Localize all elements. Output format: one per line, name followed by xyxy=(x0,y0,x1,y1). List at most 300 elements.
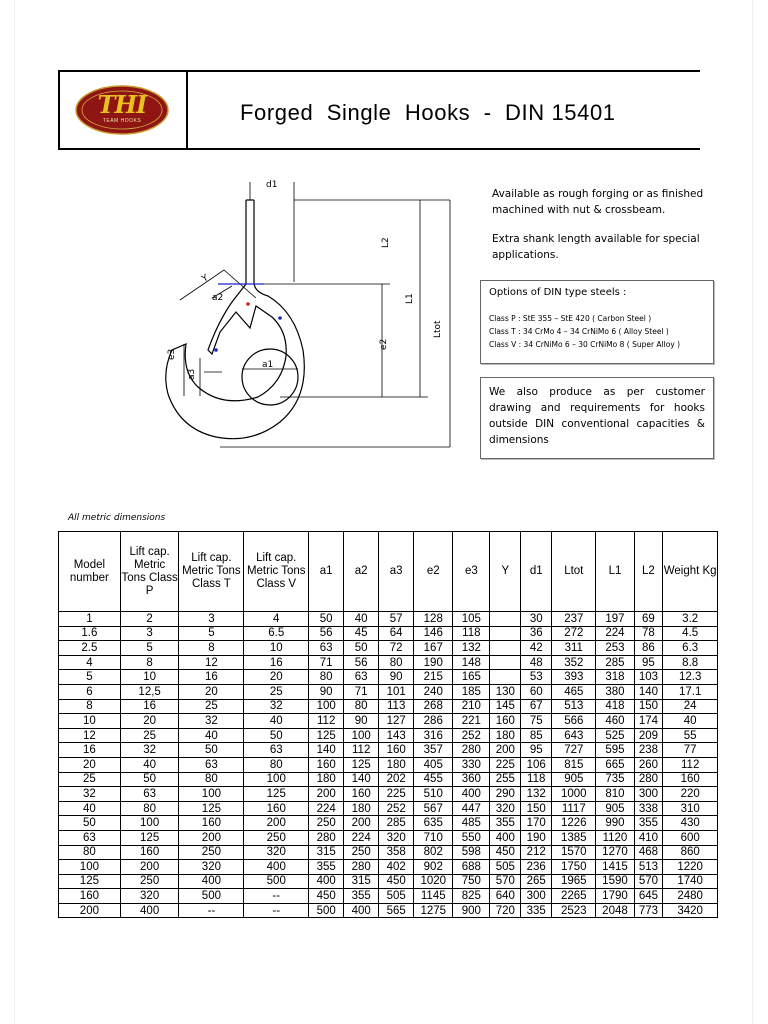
table-row xyxy=(59,889,718,904)
table-cell: 513 xyxy=(552,699,596,714)
table-cell: 4.5 xyxy=(663,626,718,641)
table-cell: 643 xyxy=(552,728,596,743)
column-header: L1 xyxy=(596,532,634,612)
table-row xyxy=(59,626,718,641)
table-cell: 510 xyxy=(414,787,453,802)
table-cell: 330 xyxy=(453,757,490,772)
table-cell: 45 xyxy=(344,626,379,641)
table-cell: 140 xyxy=(344,772,379,787)
table-cell: 1415 xyxy=(596,860,634,875)
table-cell: 320 xyxy=(244,845,309,860)
custom-production-text: We also produce as per customer drawing and requirements for hooks outside DIN conventional capacities & dimensions xyxy=(489,386,705,446)
table-cell: 6.3 xyxy=(663,641,718,656)
table-cell: 20 xyxy=(179,684,244,699)
table-cell: 500 xyxy=(179,889,244,904)
table-cell: 146 xyxy=(414,626,453,641)
table-cell: 112 xyxy=(309,714,344,729)
table-row xyxy=(59,714,718,729)
table-cell: 160 xyxy=(490,714,521,729)
table-cell: 450 xyxy=(379,874,414,889)
table-cell: 5 xyxy=(179,626,244,641)
label-a3: a3 xyxy=(187,368,197,380)
table-cell: 380 xyxy=(596,684,634,699)
table-cell: 128 xyxy=(414,612,453,627)
table-cell: 688 xyxy=(453,860,490,875)
table-cell: 57 xyxy=(379,612,414,627)
company-logo xyxy=(74,84,170,136)
table-cell: 513 xyxy=(634,860,663,875)
header-top-rule xyxy=(58,70,700,72)
table-cell: 50 xyxy=(59,816,121,831)
table-row xyxy=(59,874,718,889)
table-cell: 1020 xyxy=(414,874,453,889)
table-cell: 50 xyxy=(344,641,379,656)
table-cell: 550 xyxy=(453,830,490,845)
table-cell: 25 xyxy=(120,728,179,743)
table-cell: -- xyxy=(244,903,309,918)
table-cell: 355 xyxy=(344,889,379,904)
table-cell: 20 xyxy=(59,757,121,772)
label-a1: a1 xyxy=(262,360,274,370)
logo-text: THI xyxy=(97,90,147,119)
table-cell: 100 xyxy=(59,860,121,875)
table-cell: 320 xyxy=(490,801,521,816)
table-cell: 450 xyxy=(309,889,344,904)
table-cell: 2523 xyxy=(552,903,596,918)
table-cell: 55 xyxy=(663,728,718,743)
table-row xyxy=(59,743,718,758)
table-cell: 905 xyxy=(596,801,634,816)
table-cell: 450 xyxy=(490,845,521,860)
table-cell: 180 xyxy=(379,757,414,772)
table-cell: 430 xyxy=(663,816,718,831)
table-cell: 1117 xyxy=(552,801,596,816)
table-cell: 1275 xyxy=(414,903,453,918)
table-cell: 50 xyxy=(120,772,179,787)
page-edge-left xyxy=(14,0,15,1024)
table-cell: 290 xyxy=(490,787,521,802)
table-cell: 200 xyxy=(59,903,121,918)
table-cell: 505 xyxy=(490,860,521,875)
table-cell: 802 xyxy=(414,845,453,860)
table-cell: 63 xyxy=(120,787,179,802)
table-cell: 190 xyxy=(521,830,552,845)
table-cell: 1 xyxy=(59,612,121,627)
label-Ltot: Ltot xyxy=(433,320,443,338)
table-cell: 405 xyxy=(414,757,453,772)
column-header: a3 xyxy=(379,532,414,612)
table-cell: 32 xyxy=(59,787,121,802)
table-cell: 402 xyxy=(379,860,414,875)
table-cell: 4 xyxy=(59,655,121,670)
table-cell: 1226 xyxy=(552,816,596,831)
table-cell: 10 xyxy=(120,670,179,685)
table-cell: 905 xyxy=(552,772,596,787)
table-cell: 252 xyxy=(379,801,414,816)
table-cell: 252 xyxy=(453,728,490,743)
table-cell: 72 xyxy=(379,641,414,656)
table-cell: 455 xyxy=(414,772,453,787)
table-cell: 197 xyxy=(596,612,634,627)
table-cell: 150 xyxy=(634,699,663,714)
table-cell: 710 xyxy=(414,830,453,845)
table-cell: 237 xyxy=(552,612,596,627)
table-cell: 570 xyxy=(490,874,521,889)
table-cell: 50 xyxy=(244,728,309,743)
steel-class-t: Class T : 34 CrMo 4 – 34 CrNiMo 6 ( Alloy Steel ) xyxy=(489,327,669,336)
table-cell: 3 xyxy=(120,626,179,641)
table-cell: -- xyxy=(179,903,244,918)
column-header: L2 xyxy=(634,532,663,612)
table-cell: 63 xyxy=(344,670,379,685)
table-cell: 105 xyxy=(453,612,490,627)
table-cell: 20 xyxy=(120,714,179,729)
table-cell: 315 xyxy=(309,845,344,860)
table-cell: 101 xyxy=(379,684,414,699)
table-cell: 220 xyxy=(663,787,718,802)
metric-dimensions-note: All metric dimensions xyxy=(68,513,166,523)
column-header: Weight Kg xyxy=(663,532,718,612)
table-cell: 80 xyxy=(244,757,309,772)
table-cell: 1740 xyxy=(663,874,718,889)
table-cell: 100 xyxy=(344,728,379,743)
page-title: Forged Single Hooks - DIN 15401 xyxy=(240,100,616,125)
table-cell: 357 xyxy=(414,743,453,758)
table-cell: 90 xyxy=(344,714,379,729)
table-cell: 400 xyxy=(244,860,309,875)
table-cell: 320 xyxy=(179,860,244,875)
table-cell: 400 xyxy=(309,874,344,889)
table-cell: 95 xyxy=(634,655,663,670)
table-cell: 400 xyxy=(179,874,244,889)
column-header: a2 xyxy=(344,532,379,612)
table-cell: 400 xyxy=(453,787,490,802)
table-cell: 900 xyxy=(453,903,490,918)
table-cell: 160 xyxy=(379,743,414,758)
table-cell: 2048 xyxy=(596,903,634,918)
table-cell: 77 xyxy=(663,743,718,758)
table-cell: 30 xyxy=(521,612,552,627)
table-cell: 1145 xyxy=(414,889,453,904)
table-cell: 250 xyxy=(309,816,344,831)
table-cell: 400 xyxy=(490,830,521,845)
table-cell: 358 xyxy=(379,845,414,860)
label-e2: e2 xyxy=(379,338,389,350)
table-cell: 118 xyxy=(453,626,490,641)
table-cell: 1750 xyxy=(552,860,596,875)
table-cell: 1385 xyxy=(552,830,596,845)
table-cell: 80 xyxy=(379,655,414,670)
table-cell: 1570 xyxy=(552,845,596,860)
steel-options-heading: Options of DIN type steels : xyxy=(489,287,627,298)
table-cell: 750 xyxy=(453,874,490,889)
table-cell: 598 xyxy=(453,845,490,860)
table-cell: 238 xyxy=(634,743,663,758)
table-cell: 32 xyxy=(244,699,309,714)
table-cell: 125 xyxy=(309,728,344,743)
table-cell: 2265 xyxy=(552,889,596,904)
table-cell: 40 xyxy=(59,801,121,816)
table-cell: 393 xyxy=(552,670,596,685)
table-cell: 160 xyxy=(309,757,344,772)
column-header: Lift cap. Metric Tons Class V xyxy=(244,532,309,612)
table-cell: 265 xyxy=(521,874,552,889)
table-cell: 212 xyxy=(521,845,552,860)
table-cell: 25 xyxy=(244,684,309,699)
table-cell: 40 xyxy=(120,757,179,772)
table-cell: 90 xyxy=(379,670,414,685)
table-cell: 465 xyxy=(552,684,596,699)
table-cell: 12 xyxy=(179,655,244,670)
info-forging-text: Available as rough forging or as finished machined with nut & crossbeam. xyxy=(492,188,704,216)
table-cell xyxy=(490,612,521,627)
table-cell: 10 xyxy=(59,714,121,729)
table-cell: 174 xyxy=(634,714,663,729)
table-cell: 224 xyxy=(596,626,634,641)
table-cell: 8 xyxy=(179,641,244,656)
table-cell: 50 xyxy=(179,743,244,758)
table-cell: 335 xyxy=(521,903,552,918)
table-cell: 210 xyxy=(453,699,490,714)
table-cell: 280 xyxy=(309,830,344,845)
table-cell: 1000 xyxy=(552,787,596,802)
table-cell: 80 xyxy=(344,699,379,714)
table-cell: 990 xyxy=(596,816,634,831)
table-cell: 40 xyxy=(663,714,718,729)
table-cell: 180 xyxy=(309,772,344,787)
table-cell: 132 xyxy=(453,641,490,656)
table-cell: 80 xyxy=(309,670,344,685)
column-header: a1 xyxy=(309,532,344,612)
table-cell: 600 xyxy=(663,830,718,845)
table-cell: 2.5 xyxy=(59,641,121,656)
table-cell: 225 xyxy=(379,787,414,802)
table-cell: 80 xyxy=(59,845,121,860)
table-cell: 24 xyxy=(663,699,718,714)
table-cell: 16 xyxy=(244,655,309,670)
table-cell: 75 xyxy=(521,714,552,729)
table-cell: 160 xyxy=(244,801,309,816)
table-cell: 80 xyxy=(179,772,244,787)
steel-class-p: Class P : StE 355 – StE 420 ( Carbon Steel ) xyxy=(489,314,652,323)
table-cell: 100 xyxy=(120,816,179,831)
table-cell: 167 xyxy=(414,641,453,656)
column-header: Y xyxy=(490,532,521,612)
table-row xyxy=(59,641,718,656)
table-cell: 60 xyxy=(521,684,552,699)
header-bottom-rule xyxy=(58,148,700,150)
table-cell: 209 xyxy=(634,728,663,743)
column-header: Model number xyxy=(59,532,121,612)
table-cell: 113 xyxy=(379,699,414,714)
table-cell: 118 xyxy=(521,772,552,787)
table-cell: 125 xyxy=(344,757,379,772)
table-cell: 500 xyxy=(244,874,309,889)
table-row xyxy=(59,830,718,845)
table-cell xyxy=(490,626,521,641)
table-cell: 565 xyxy=(379,903,414,918)
table-cell: 720 xyxy=(490,903,521,918)
label-d1: d1 xyxy=(266,180,278,190)
table-cell: 3.2 xyxy=(663,612,718,627)
table-cell: 100 xyxy=(179,787,244,802)
table-cell: 71 xyxy=(344,684,379,699)
table-cell: 160 xyxy=(663,772,718,787)
table-cell: 224 xyxy=(344,830,379,845)
table-cell: 485 xyxy=(453,816,490,831)
table-cell: 1270 xyxy=(596,845,634,860)
table-cell: 355 xyxy=(634,816,663,831)
info-shank-text: Extra shank length available for special applications. xyxy=(492,233,700,261)
table-cell: 180 xyxy=(344,801,379,816)
table-cell xyxy=(490,641,521,656)
table-cell: 1790 xyxy=(596,889,634,904)
column-header: e2 xyxy=(414,532,453,612)
table-cell: 315 xyxy=(344,874,379,889)
table-cell: 80 xyxy=(120,801,179,816)
table-cell: 16 xyxy=(59,743,121,758)
table-row xyxy=(59,860,718,875)
table-cell: 250 xyxy=(120,874,179,889)
table-cell: 140 xyxy=(634,684,663,699)
table-cell: 300 xyxy=(634,787,663,802)
table-cell: 1220 xyxy=(663,860,718,875)
table-cell: 260 xyxy=(634,757,663,772)
table-cell: 42 xyxy=(521,641,552,656)
table-cell: 40 xyxy=(179,728,244,743)
table-cell: 500 xyxy=(309,903,344,918)
table-cell: 53 xyxy=(521,670,552,685)
table-cell: 311 xyxy=(552,641,596,656)
column-header: Lift cap. Metric Tons Class P xyxy=(120,532,179,612)
table-cell: 106 xyxy=(521,757,552,772)
table-cell: 8 xyxy=(59,699,121,714)
table-cell: 112 xyxy=(344,743,379,758)
table-cell: 525 xyxy=(596,728,634,743)
table-cell: 460 xyxy=(596,714,634,729)
table-cell: 566 xyxy=(552,714,596,729)
page-edge-right xyxy=(752,0,753,1024)
table-cell: 285 xyxy=(596,655,634,670)
table-cell: 165 xyxy=(453,670,490,685)
table-cell: 12 xyxy=(59,728,121,743)
table-cell: 16 xyxy=(120,699,179,714)
table-cell: 103 xyxy=(634,670,663,685)
table-cell: 85 xyxy=(521,728,552,743)
column-header: e3 xyxy=(453,532,490,612)
table-cell: 735 xyxy=(596,772,634,787)
table-cell: 160 xyxy=(344,787,379,802)
table-cell: 272 xyxy=(552,626,596,641)
table-cell: 815 xyxy=(552,757,596,772)
table-row xyxy=(59,670,718,685)
column-header: Ltot xyxy=(552,532,596,612)
label-L2: L2 xyxy=(381,237,391,248)
table-cell: 86 xyxy=(634,641,663,656)
table-cell: 5 xyxy=(120,641,179,656)
table-cell: 143 xyxy=(379,728,414,743)
table-cell: 727 xyxy=(552,743,596,758)
table-cell: 78 xyxy=(634,626,663,641)
table-cell: 132 xyxy=(521,787,552,802)
table-cell: 352 xyxy=(552,655,596,670)
table-cell: 160 xyxy=(59,889,121,904)
table-cell: 570 xyxy=(634,874,663,889)
table-cell: 410 xyxy=(634,830,663,845)
table-cell: 56 xyxy=(309,626,344,641)
table-cell: 63 xyxy=(179,757,244,772)
table-cell: 17.1 xyxy=(663,684,718,699)
table-cell: 20 xyxy=(244,670,309,685)
table-cell: 190 xyxy=(414,655,453,670)
hook-diagram xyxy=(160,172,460,472)
table-cell: 125 xyxy=(244,787,309,802)
table-row xyxy=(59,612,718,627)
table-cell: 3 xyxy=(179,612,244,627)
table-cell: 127 xyxy=(379,714,414,729)
table-cell: 320 xyxy=(120,889,179,904)
hook-spec-table xyxy=(58,531,718,918)
table-cell: 1120 xyxy=(596,830,634,845)
table-cell: 255 xyxy=(490,772,521,787)
table-cell: 25 xyxy=(179,699,244,714)
table-cell: 215 xyxy=(414,670,453,685)
table-cell: 418 xyxy=(596,699,634,714)
table-cell: 320 xyxy=(379,830,414,845)
table-cell: 40 xyxy=(244,714,309,729)
table-cell: 318 xyxy=(596,670,634,685)
table-row xyxy=(59,757,718,772)
table-cell: 16 xyxy=(179,670,244,685)
table-cell: 224 xyxy=(309,801,344,816)
table-cell: 32 xyxy=(179,714,244,729)
steel-options-box xyxy=(480,280,714,364)
table-cell xyxy=(490,655,521,670)
table-cell: 253 xyxy=(596,641,634,656)
table-cell: 12.3 xyxy=(663,670,718,685)
table-cell: 200 xyxy=(120,860,179,875)
table-cell: 300 xyxy=(521,889,552,904)
column-header: d1 xyxy=(521,532,552,612)
table-cell: 250 xyxy=(244,830,309,845)
table-cell: 310 xyxy=(663,801,718,816)
table-cell: 25 xyxy=(59,772,121,787)
table-cell: 5 xyxy=(59,670,121,685)
table-cell: 2 xyxy=(120,612,179,627)
table-cell: 63 xyxy=(244,743,309,758)
table-cell: 635 xyxy=(414,816,453,831)
table-row xyxy=(59,903,718,918)
table-header-row xyxy=(59,532,718,612)
table-cell: 36 xyxy=(521,626,552,641)
table-cell: 130 xyxy=(490,684,521,699)
table-row xyxy=(59,684,718,699)
table-cell: 810 xyxy=(596,787,634,802)
table-cell: 268 xyxy=(414,699,453,714)
table-cell: 825 xyxy=(453,889,490,904)
table-cell: 67 xyxy=(521,699,552,714)
table-cell: 160 xyxy=(179,816,244,831)
table-row xyxy=(59,801,718,816)
table-cell: 236 xyxy=(521,860,552,875)
logo-subtext: TEAM HOOKS xyxy=(102,118,142,124)
table-cell: 1590 xyxy=(596,874,634,889)
steel-class-v: Class V : 34 CrNiMo 6 – 30 CrNiMo 8 ( Super Alloy ) xyxy=(489,340,681,349)
table-cell: 3420 xyxy=(663,903,718,918)
table-cell: 125 xyxy=(120,830,179,845)
table-cell: 240 xyxy=(414,684,453,699)
table-cell: 595 xyxy=(596,743,634,758)
